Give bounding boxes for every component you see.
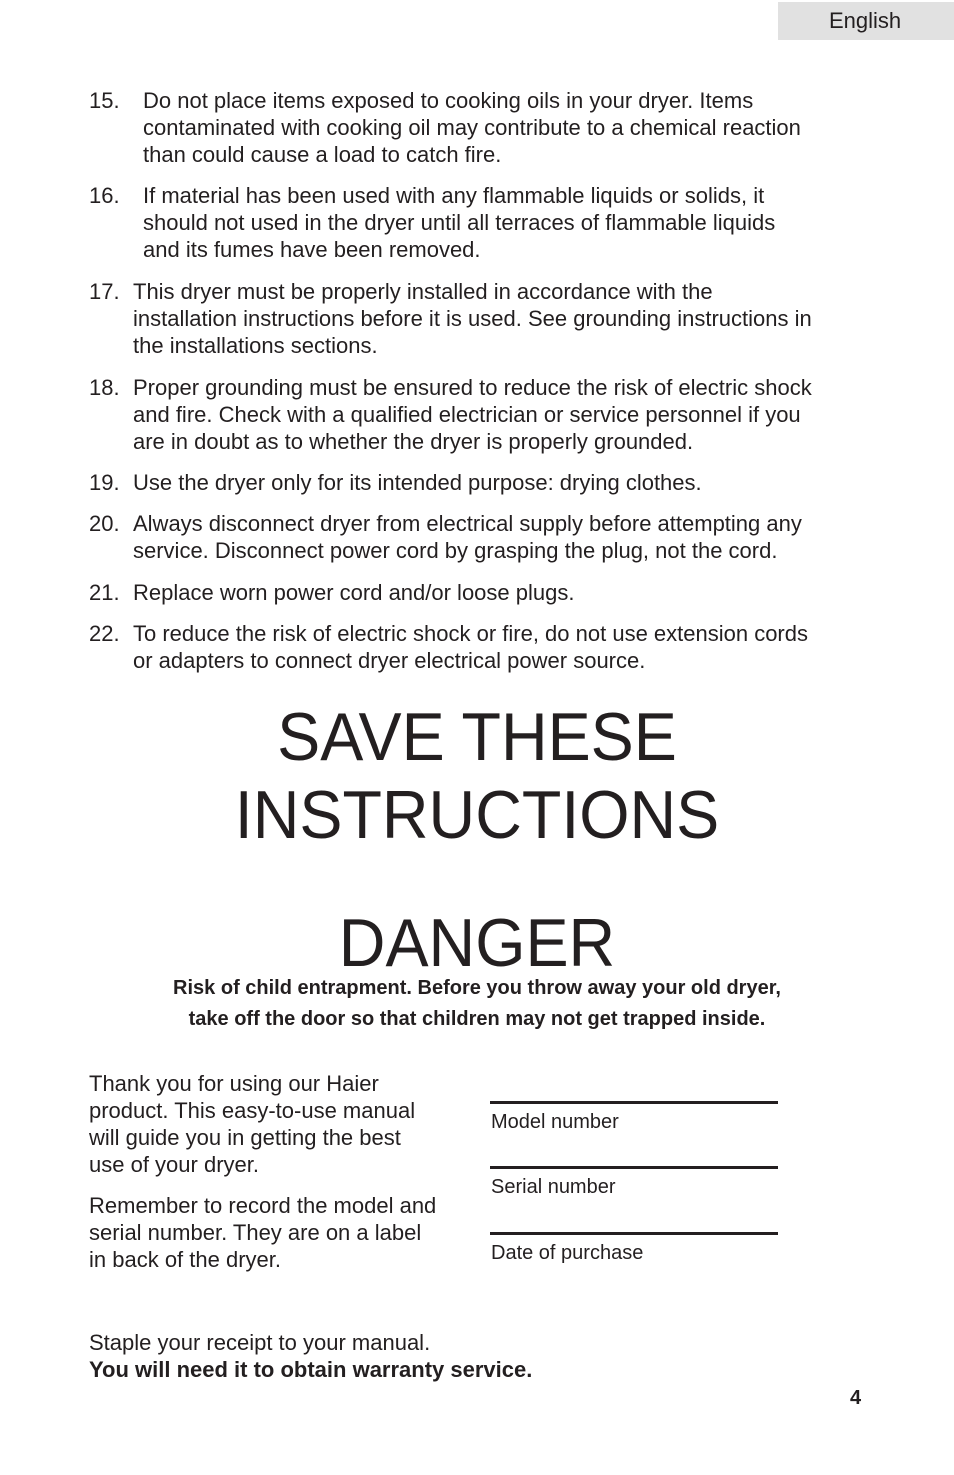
intro-line: product. This easy-to-use manual: [89, 1098, 416, 1123]
language-tab: [778, 2, 954, 40]
item-text-line: This dryer must be properly installed in accordance with the: [133, 279, 713, 304]
item-number: 17.: [89, 279, 120, 304]
serial-number-line: [490, 1166, 778, 1169]
item-text-line: Do not place items exposed to cooking oils in your dryer. Items: [143, 88, 754, 113]
item-text-line: are in doubt as to whether the dryer is properly grounded.: [133, 429, 694, 454]
item-text-line: Use the dryer only for its intended purpose: drying clothes.: [133, 470, 702, 495]
model-number-line: [490, 1101, 778, 1104]
intro-line: will guide you in getting the best: [89, 1125, 401, 1150]
date-of-purchase-label: Date of purchase: [491, 1242, 644, 1264]
date-of-purchase-line: [490, 1232, 778, 1235]
item-text-line: To reduce the risk of electric shock or fire, do not use extension cords: [133, 621, 808, 646]
item-number: 19.: [89, 470, 120, 495]
warranty-note: You will need it to obtain warranty service.: [89, 1357, 533, 1382]
save-heading-line-1: SAVE THESE: [277, 699, 677, 775]
item-text-line: If material has been used with any flammable liquids or solids, it: [143, 183, 765, 208]
item-number: 22.: [89, 621, 120, 646]
item-text-line: should not used in the dryer until all terraces of flammable liquids: [143, 210, 776, 235]
item-text-line: and its fumes have been removed.: [143, 237, 481, 262]
page-number: 4: [850, 1387, 862, 1409]
serial-number-label: Serial number: [491, 1176, 616, 1198]
item-number: 21.: [89, 580, 120, 605]
item-number: 20.: [89, 511, 120, 536]
danger-heading: DANGER: [338, 905, 616, 981]
item-text-line: than could cause a load to catch fire.: [143, 142, 502, 167]
item-text-line: the installations sections.: [133, 333, 378, 358]
item-number: 16.: [89, 183, 120, 208]
staple-note: Staple your receipt to your manual.: [89, 1330, 431, 1355]
item-text-line: contaminated with cooking oil may contribute to a chemical reaction: [143, 115, 801, 140]
item-text-line: installation instructions before it is used. See grounding instructions in: [133, 306, 812, 331]
item-text-line: Proper grounding must be ensured to reduce the risk of electric shock: [133, 375, 812, 400]
danger-warning-line-1: Risk of child entrapment. Before you throw away your old dryer,: [173, 977, 781, 999]
item-text-line: service. Disconnect power cord by grasping the plug, not the cord.: [133, 538, 778, 563]
item-number: 15.: [89, 88, 120, 113]
language-label: English: [829, 8, 902, 33]
item-text-line: and fire. Check with a qualified electrician or service personnel if you: [133, 402, 801, 427]
intro-line: Remember to record the model and: [89, 1193, 437, 1218]
intro-line: in back of the dryer.: [89, 1247, 281, 1272]
item-text-line: Always disconnect dryer from electrical supply before attempting any: [133, 511, 802, 536]
danger-warning-line-2: take off the door so that children may not get trapped inside.: [188, 1008, 766, 1030]
intro-line: Thank you for using our Haier: [89, 1071, 379, 1096]
item-text-line: or adapters to connect dryer electrical power source.: [133, 648, 646, 673]
save-heading-line-2: INSTRUCTIONS: [234, 777, 720, 853]
intro-line: serial number. They are on a label: [89, 1220, 422, 1245]
model-number-label: Model number: [491, 1111, 619, 1133]
item-number: 18.: [89, 375, 120, 400]
item-text-line: Replace worn power cord and/or loose plugs.: [133, 580, 575, 605]
intro-line: use of your dryer.: [89, 1152, 259, 1177]
